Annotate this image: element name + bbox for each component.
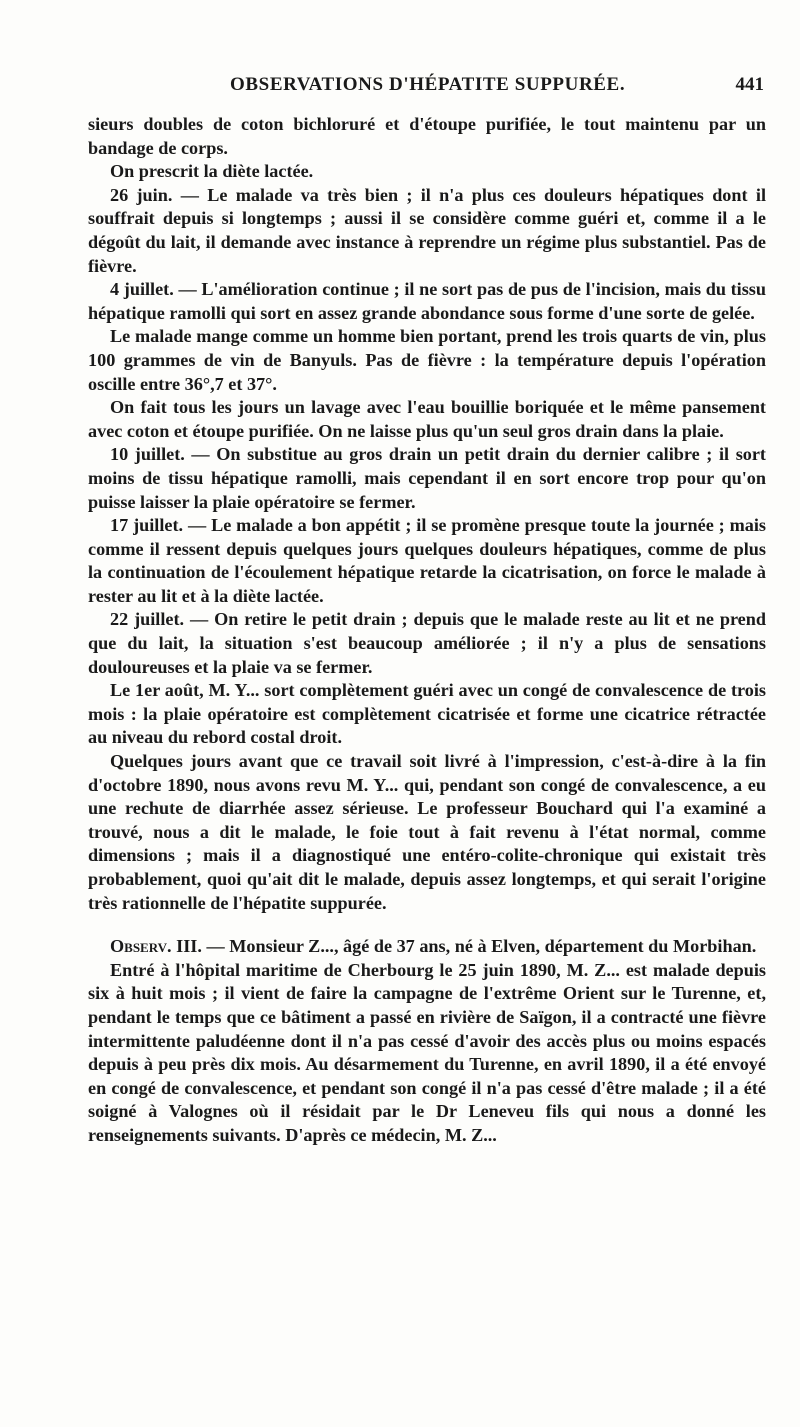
running-title: OBSERVATIONS D'HÉPATITE SUPPURÉE.	[230, 74, 626, 95]
observation-heading-text: III. — Monsieur Z..., âgé de 37 ans, né à Elven, département du Morbihan.	[176, 936, 757, 957]
paragraph: 4 juillet. — L'amélioration continue ; il ne sort pas de pus de l'incision, mais du tissu hépatique ramolli qui sort en assez grande abondance sous forme d'une sorte de gelée.	[88, 279, 766, 323]
paragraph: 17 juillet. — Le malade a bon appétit ; il se promène presque toute la journée ; mais comme il ressent depuis quelques jours quelques douleurs hépatiques, comme de plus la continuation de l'écoulement hépatique retarde la cicatrisation, on force le malade à rester au lit et à la diète lactée.	[88, 515, 766, 606]
paragraph: On fait tous les jours un lavage avec l'eau bouillie boriquée et le même pansement avec coton et étoupe purifiée. On ne laisse plus qu'un seul gros drain dans la plaie.	[88, 397, 766, 441]
page-header	[84, 74, 764, 100]
paragraph: sieurs doubles de coton bichloruré et d'étoupe purifiée, le tout maintenu par un bandage de corps.	[88, 114, 766, 158]
observation-label: Observ.	[110, 936, 172, 957]
page-number: 441	[735, 74, 764, 95]
paragraph: Le 1er août, M. Y... sort complètement guéri avec un congé de convalescence de trois mois : la plaie opératoire est complètement cicatrisée et forme une cicatrice rétractée au niveau du rebord costal droit.	[88, 680, 766, 748]
paragraph: 26 juin. — Le malade va très bien ; il n'a plus ces douleurs hépatiques dont il souffrait depuis si longtemps ; aussi il se considère comme guéri et, comme il a le dégoût du lait, il demande avec instance à reprendre un régime plus substantiel. Pas de fièvre.	[88, 184, 766, 276]
paragraph: Quelques jours avant que ce travail soit livré à l'impression, c'est-à-dire à la fin d'octobre 1890, nous avons revu M. Y... qui, pendant son congé de convalescence, a eu une rechute de diarrhée assez sérieuse. Le professeur Bouchard qui l'a examiné a trouvé, nous a dit le malade, le foie tout à fait revenu à l'état normal, comme dimensions ; mais il a diagnostiqué une entéro-colite-chronique qui existait très probablement, quoi qu'ait dit le malade, depuis assez longtemps, et qui serait l'origine très rationnelle de l'hépatite suppurée.	[88, 751, 766, 913]
paragraph: Le malade mange comme un homme bien portant, prend les trois quarts de vin, plus 100 grammes de vin de Banyuls. Pas de fièvre : la température depuis l'opération oscille entre 36°,7 et 37°.	[88, 326, 766, 394]
paragraph: 22 juillet. — On retire le petit drain ; depuis que le malade reste au lit et ne prend que du lait, la situation s'est beaucoup améliorée ; il n'y a plus de sensations douloureuses et la plaie va se fermer.	[88, 609, 766, 677]
observation-heading	[88, 935, 766, 959]
body-text	[88, 113, 766, 1148]
paragraph: 10 juillet. — On substitue au gros drain un petit drain du dernier calibre ; il sort moins de tissu hépatique ramolli, mais cependant il en sort encore trop pour qu'on puisse laisser la plaie opératoire se fermer.	[88, 444, 766, 512]
observation-paragraph: Entré à l'hôpital maritime de Cherbourg le 25 juin 1890, M. Z... est malade depuis six à huit mois ; il vient de faire la campagne de l'extrême Orient sur le Turenne, et, pendant le temps que ce bâtiment a passé en rivière de Saïgon, il a contracté une fièvre intermittente paludéenne dont il n'a pas cessé d'avoir des accès plus ou moins espacés depuis à peu près dix mois. Au désarmement du Turenne, en avril 1890, il a été envoyé en congé de convalescence, et pendant son congé il n'a pas cessé d'être malade ; il a été soigné à Valognes où il résidait par le Dr Leneveu fils qui nous a donné les renseignements suivants. D'après ce médecin, M. Z...	[88, 959, 766, 1145]
paragraph: On prescrit la diète lactée.	[110, 161, 314, 182]
